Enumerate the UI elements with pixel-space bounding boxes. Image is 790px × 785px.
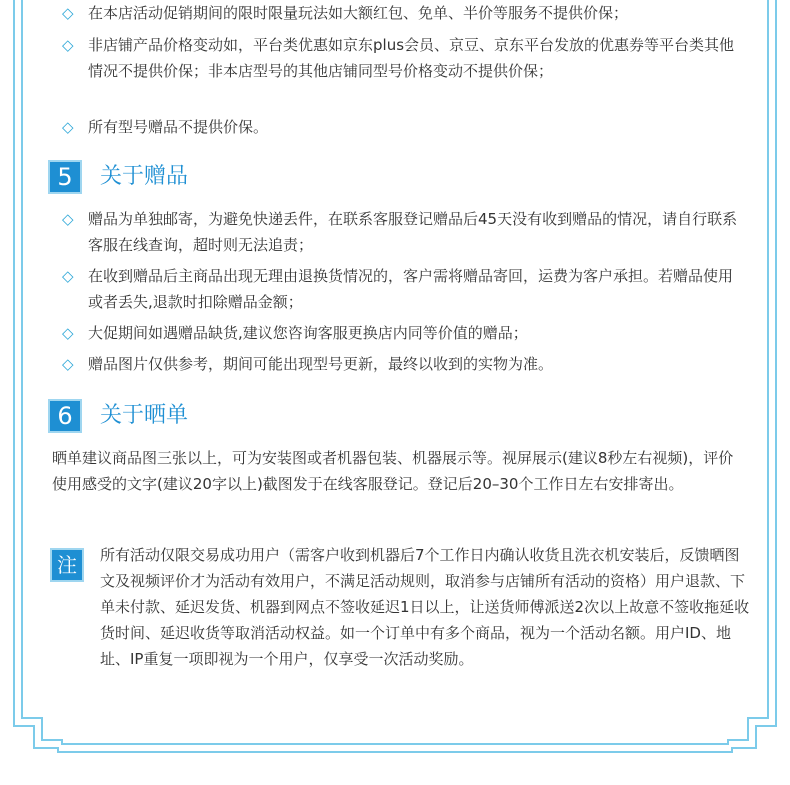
list-item: ◇ 在收到赠品后主商品出现无理由退换货情况的，客户需将赠品寄回，运费为客户承担。若赠品使用或者丢失,退款时扣除赠品金额； (62, 263, 742, 315)
share-order-paragraph: 晒单建议商品图三张以上，可为安装图或者机器包装、机器展示等。视屏展示(建议8秒左右视频)，评价使用感受的文字(建议20字以上)截图发于在线客服登记。登记后20–30个工作日左右安排寄出。 (52, 449, 734, 493)
diamond-bullet-icon: ◇ (62, 118, 74, 136)
diamond-bullet-icon: ◇ (62, 267, 74, 285)
diamond-bullet-icon: ◇ (62, 36, 74, 54)
list-item: ◇ 非店铺产品价格变动如，平台类优惠如京东plus会员、京豆、京东平台发放的优惠券等平台类其他情况不提供价保；非本店型号的其他店铺同型号价格变动不提供价保； (62, 32, 742, 84)
list-item: ◇ 所有型号赠品不提供价保。 (62, 114, 742, 140)
diamond-bullet-icon: ◇ (62, 210, 74, 228)
note-paragraph: 所有活动仅限交易成功用户（需客户收到机器后7个工作日内确认收货且洗衣机安装后，反馈晒图文及视频评价才为活动有效用户，不满足活动规则，取消参与店铺所有活动的资格）用户退款、下单未付款、延迟发货、机器到网点不签收延迟1日以上，让送货师傅派送2次以上故意不签收拖延收货时间、延迟收货等取消活动权益。如一个订单中有多个商品，视为一个活动名额。用户ID、地址、IP重复一项即视为一个用户，仅享受一次活动奖励。 (100, 546, 750, 668)
section-title: 关于晒单 (100, 403, 189, 428)
section-number-badge: 5 (48, 160, 82, 194)
diamond-bullet-icon: ◇ (62, 324, 74, 342)
note-badge: 注 (50, 548, 84, 582)
list-item: ◇ 在本店活动促销期间的限时限量玩法如大额红包、免单、半价等服务不提供价保； (62, 0, 742, 26)
section-number-badge: 6 (48, 399, 82, 433)
section-title: 关于赠品 (100, 164, 189, 189)
diamond-bullet-icon: ◇ (62, 355, 74, 373)
list-item: ◇ 大促期间如遇赠品缺货,建议您咨询客服更换店内同等价值的赠品； (62, 320, 742, 346)
diamond-bullet-icon: ◇ (62, 4, 74, 22)
list-item: ◇ 赠品为单独邮寄，为避免快递丢件，在联系客服登记赠品后45天没有收到赠品的情况，请自行联系客服在线查询，超时则无法追责； (62, 206, 742, 258)
list-item: ◇ 赠品图片仅供参考，期间可能出现型号更新，最终以收到的实物为准。 (62, 351, 742, 377)
